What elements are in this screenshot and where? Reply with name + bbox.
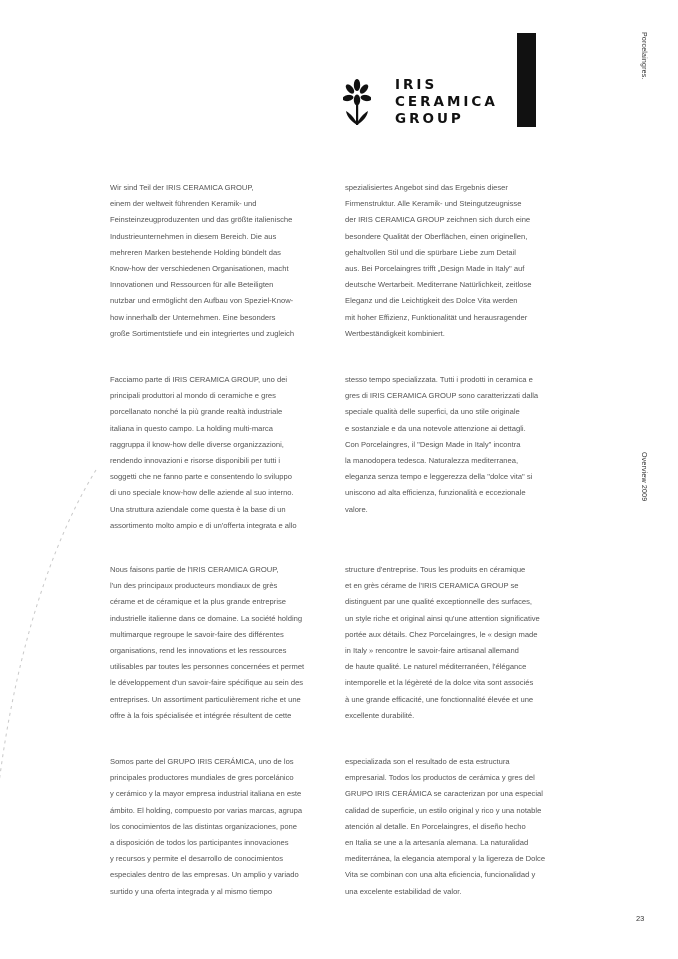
- section-german-right: [345, 180, 560, 342]
- section-italian-right: [345, 372, 560, 518]
- section-german-left: [110, 180, 325, 342]
- paragraph: spezialisiertes Angebot sind das Ergebnis dieser Firmenstruktur. Alle Keramik- und Steingutzeugnisse der IRIS CERAMICA GROUP zeichnen sich durch eine besondere Qualität der Oberflächen, einen originellen, gehaltvollen Stil und die spürbare Liebe zum Detail aus. Bei Porcelaingres trifft „Design Made in Italy" auf deutsche Wertarbeit. Mediterrane Natürlichkeit, zeitlose Eleganz und die Leichtigkeit des Dolce Vita werden mit hoher Effizienz, Funktionalität und herausragender Wertbeständigkeit kombiniert.: [345, 183, 532, 338]
- paragraph: Somos parte del GRUPO IRIS CERÁMICA, uno de los principales productores mundiales de gres porcelánico y cerámico y la mayor empresa industrial italiana en este ámbito. El holding, compuesto por varias marcas, agrupa los conocimientos de las distintas organizaciones, pone a disposición de todos los participantes innovaciones y recursos y permite el desarrollo de conocimientos especiales dentro de las empresas. Un amplio y variado surtido y una oferta integrada y al mismo tiempo: [110, 757, 303, 896]
- paragraph: structure d'entreprise. Tous les produits en céramique et en grès cérame de l'IRIS CERAMICA GROUP se distinguent par une qualité exceptionnelle des surfaces, un style riche et original ainsi qu'une attention significative portée aux détails. Chez Porcelaingres, le « design made in Italy » rencontre le savoir-faire artisanal allemand de haute qualité. Le naturel méditerranéen, l'élégance intemporelle et la légèreté de la dolce vita sont associés à une grande efficacité, une fonctionnalité élevée et une excellente durabilité.: [345, 565, 540, 720]
- side-brand-label: Porcelaingres.: [640, 32, 647, 80]
- iris-ceramica-group-logo: [343, 77, 503, 131]
- paragraph: Nous faisons partie de l'IRIS CERAMICA GROUP, l'un des principaux producteurs mondiaux de grès cérame et de céramique et la plus grande entreprise industrielle italienne dans ce domaine. La société holding multimarque regroupe le savoir-faire des différentes organisations, rend les innovations et les ressources utilisables par toutes les personnes concernées et permet le développement d'un savoir-faire spécifique au sein des entreprises. Un assortiment particulièrement riche et une offre à la fois spécialisée et intégrée résultent de cette: [110, 565, 305, 720]
- logo-wordmark: [395, 77, 505, 128]
- section-french-left: [110, 562, 325, 724]
- section-french-right: [345, 562, 560, 724]
- paragraph: especializada son el resultado de esta estructura empresarial. Todos los productos de cerámica y gres del GRUPO IRIS CERÁMICA se caracterizan por una especial calidad de superficie, un estilo original y rico y una notable atención al detalle. En Porcelaingres, el diseño hecho en Italia se une a la artesanía alemana. La naturalidad mediterránea, la elegancia atemporal y la ligereza de Dolce Vita se combinan con una alta eficiencia, funcionalidad y una excelente estabilidad de valor.: [345, 757, 546, 896]
- iris-flower-icon: [343, 79, 371, 129]
- paragraph: stesso tempo specializzata. Tutti i prodotti in ceramica e gres di IRIS CERAMICA GROUP sono caratterizzati dalla speciale qualità delle superfici, da uno stile originale e sostanziale e da una notevole attenzione ai dettagli. Con Porcelaingres, il "Design Made in Italy" incontra la manodopera tedesca. Naturalezza mediterranea, eleganza senza tempo e leggerezza della "dolce vita" si uniscono ad alta efficienza, funzionalità e eccezionale valore.: [345, 375, 539, 514]
- section-spanish-left: [110, 754, 325, 900]
- paragraph: Facciamo parte di IRIS CERAMICA GROUP, uno dei principali produttori al mondo di ceramiche e gres porcellanato nonché la più grande realtà industriale italiana in questo campo. La holding multi-marca raggruppa il know-how delle diverse organizzazioni, rendendo innovazioni e risorse disponibili per tutti i soggetti che ne fanno parte e consentendo lo sviluppo di uno speciale know-how delle aziende al suo interno. Una struttura aziendale come questa è la base di un assortimento molto ampio e di un'offerta integrata e allo: [110, 375, 297, 530]
- section-spanish-right: [345, 754, 560, 900]
- section-italian-left: [110, 372, 325, 534]
- paragraph: Wir sind Teil der IRIS CERAMICA GROUP, einem der weltweit führenden Keramik- und Feinsteinzeugproduzenten und das größte italienische Industrieunternehmen in diesem Bereich. Die aus mehreren Marken bestehende Holding bündelt das Know-how der verschiedenen Organisationen, macht Innovationen und Ressourcen für alle Beteiligten nutzbar und ermöglicht den Aufbau von Speziel-Know- how innerhalb der Unternehmen. Eine besonders große Sortimentstiefe und ein integriertes und zugleich: [110, 183, 295, 338]
- logo-line-group: GROUP: [395, 111, 464, 127]
- side-overview-label: Overview 2009: [640, 452, 647, 502]
- logo-line-ceramica: CERAMICA: [395, 94, 498, 110]
- logo-line-iris: IRIS: [395, 77, 438, 93]
- page-number: 23: [636, 914, 645, 923]
- black-vertical-bar: [517, 33, 536, 127]
